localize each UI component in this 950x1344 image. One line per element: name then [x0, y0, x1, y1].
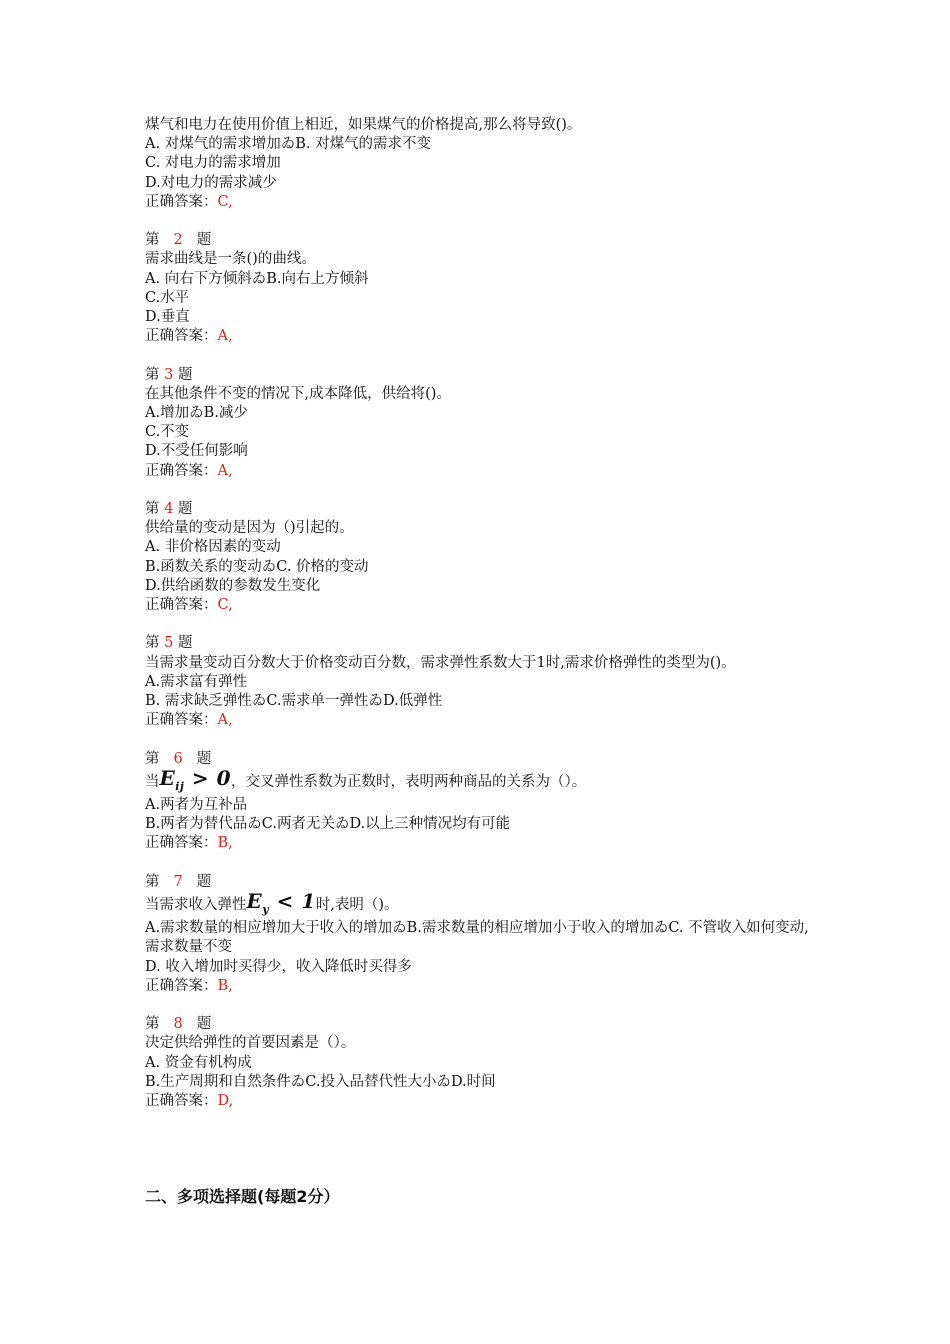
question-list: [145, 116, 815, 1130]
formula-relation: > 0: [184, 765, 232, 790]
formula-var: E: [246, 889, 263, 914]
question-stem: 当需求量变动百分数大于价格变动百分数，需求弹性系数大于1时,需求价格弹性的类型为()。: [145, 654, 736, 671]
question-stem: 需求曲线是一条()的曲线。: [145, 251, 316, 268]
answer-label: 正确答案：: [145, 712, 218, 729]
answer-label: 正确答案：: [145, 835, 218, 852]
question-stem: 在其他条件不变的情况下,成本降低，供给将()。: [145, 385, 451, 402]
formula-sub: ij: [175, 779, 185, 793]
option-line: A.需求富有弹性: [145, 673, 248, 690]
question-6: [145, 750, 815, 854]
answer-value: B,: [217, 835, 233, 852]
heading-suffix: 题: [196, 1016, 212, 1033]
question-number: 2: [173, 232, 183, 249]
option-line: D.对电力的需求减少: [145, 174, 277, 191]
question-4: [145, 500, 815, 615]
formula-relation: < 1: [269, 889, 316, 914]
heading-prefix: 第: [145, 366, 160, 383]
question-stem: [145, 889, 815, 919]
question-5: [145, 634, 815, 730]
formula-var: E: [159, 765, 176, 790]
answer-value: D,: [217, 1093, 234, 1110]
answer-line: [145, 834, 815, 853]
option-line: A. 对煤气的需求增加ゐB. 对煤气的需求不变: [145, 136, 432, 153]
option-line: D.垂直: [145, 309, 190, 326]
question-heading: [145, 750, 815, 769]
heading-suffix: 题: [177, 366, 193, 383]
answer-value: C,: [217, 597, 233, 614]
answer-line: [145, 462, 815, 481]
formula-ey: [246, 889, 316, 917]
answer-value: A,: [217, 462, 233, 479]
option-line: B.生产周期和自然条件ゐC.投入品替代性大小ゐD.时间: [145, 1073, 496, 1090]
question-number: 7: [173, 873, 183, 890]
answer-label: 正确答案：: [145, 462, 218, 479]
option-line: A. 非价格因素的变动: [145, 539, 281, 556]
stem-prefix: 当: [145, 773, 160, 790]
heading-prefix: 第: [145, 873, 160, 890]
option-line: A. 向右下方倾斜ゐB.向右上方倾斜: [145, 270, 369, 287]
answer-line: [145, 596, 815, 615]
answer-value: A,: [217, 328, 233, 345]
option-line: A.增加ゐB.减少: [145, 405, 248, 422]
answer-label: 正确答案：: [145, 328, 218, 345]
option-line: D. 收入增加时买得少，收入降低时买得多: [145, 958, 412, 975]
heading-prefix: 第: [145, 232, 160, 249]
question-number: 6: [173, 750, 183, 767]
answer-line: [145, 1092, 815, 1111]
option-line: A. 资金有机构成: [145, 1054, 252, 1071]
formula-eij: [159, 765, 232, 793]
answer-label: 正确答案：: [145, 1093, 218, 1110]
answer-label: 正确答案：: [145, 597, 218, 614]
answer-line: [145, 327, 815, 346]
stem-suffix: ，交叉弹性系数为正数时，表明两种商品的关系为（）。: [231, 773, 587, 790]
option-line: B.两者为替代品ゐC.两者无关ゐD.以上三种情况均有可能: [145, 816, 511, 833]
question-heading: [145, 873, 815, 892]
question-1: [145, 116, 815, 212]
formula-sub: y: [262, 903, 270, 917]
option-line: C.不变: [145, 424, 190, 441]
question-heading: [145, 634, 815, 653]
question-number: 3: [164, 366, 174, 383]
heading-prefix: 第: [145, 635, 160, 652]
question-heading: [145, 1015, 815, 1034]
heading-suffix: 题: [196, 873, 212, 890]
question-heading: [145, 231, 815, 250]
question-heading: [145, 500, 815, 519]
heading-prefix: 第: [145, 501, 160, 518]
heading-suffix: 题: [177, 501, 193, 518]
heading-suffix: 题: [196, 232, 212, 249]
heading-prefix: 第: [145, 750, 160, 767]
question-stem: [145, 765, 815, 796]
answer-label: 正确答案：: [145, 977, 218, 994]
answer-line: [145, 977, 815, 996]
option-line: D.不受任何影响: [145, 443, 248, 460]
answer-line: [145, 193, 815, 212]
question-3: [145, 366, 815, 481]
question-stem: 煤气和电力在使用价值上相近，如果煤气的价格提高,那么将导致()。: [145, 117, 582, 133]
heading-suffix: 题: [177, 635, 193, 652]
option-line: B. 需求缺乏弹性ゐC.需求单一弹性ゐD.低弹性: [145, 693, 443, 710]
option-line: C.水平: [145, 289, 190, 306]
question-stem: 决定供给弹性的首要因素是（）。: [145, 1035, 356, 1052]
question-number: 8: [173, 1016, 183, 1033]
question-number: 5: [164, 635, 174, 652]
question-7: [145, 873, 815, 996]
answer-value: B,: [217, 977, 233, 994]
answer-line: [145, 711, 815, 730]
question-stem: 供给量的变动是因为（)引起的。: [145, 520, 354, 537]
question-8: [145, 1015, 815, 1111]
section-title: 二、多项选择题(每题2分）: [145, 1187, 340, 1206]
answer-value: C,: [217, 193, 233, 210]
answer-value: A,: [217, 712, 233, 729]
question-number: 4: [164, 501, 174, 518]
option-line: B.函数关系的变动ゐC. 价格的变动: [145, 558, 369, 575]
stem-prefix: 当需求收入弹性: [145, 897, 247, 914]
option-line: A.需求数量的相应增加大于收入的增加ゐB.需求数量的相应增加小于收入的增加ゐC. 不管收入如何变动,需求数量不变: [145, 920, 809, 956]
heading-suffix: 题: [196, 750, 212, 767]
option-line: D.供给函数的参数发生变化: [145, 577, 321, 594]
stem-suffix: 时,表明（)。: [315, 897, 399, 914]
heading-prefix: 第: [145, 1016, 160, 1033]
question-heading: [145, 366, 815, 385]
option-line: A.两者为互补品: [145, 797, 248, 814]
option-line: C. 对电力的需求增加: [145, 155, 281, 172]
question-2: [145, 231, 815, 346]
answer-label: 正确答案：: [145, 193, 218, 210]
